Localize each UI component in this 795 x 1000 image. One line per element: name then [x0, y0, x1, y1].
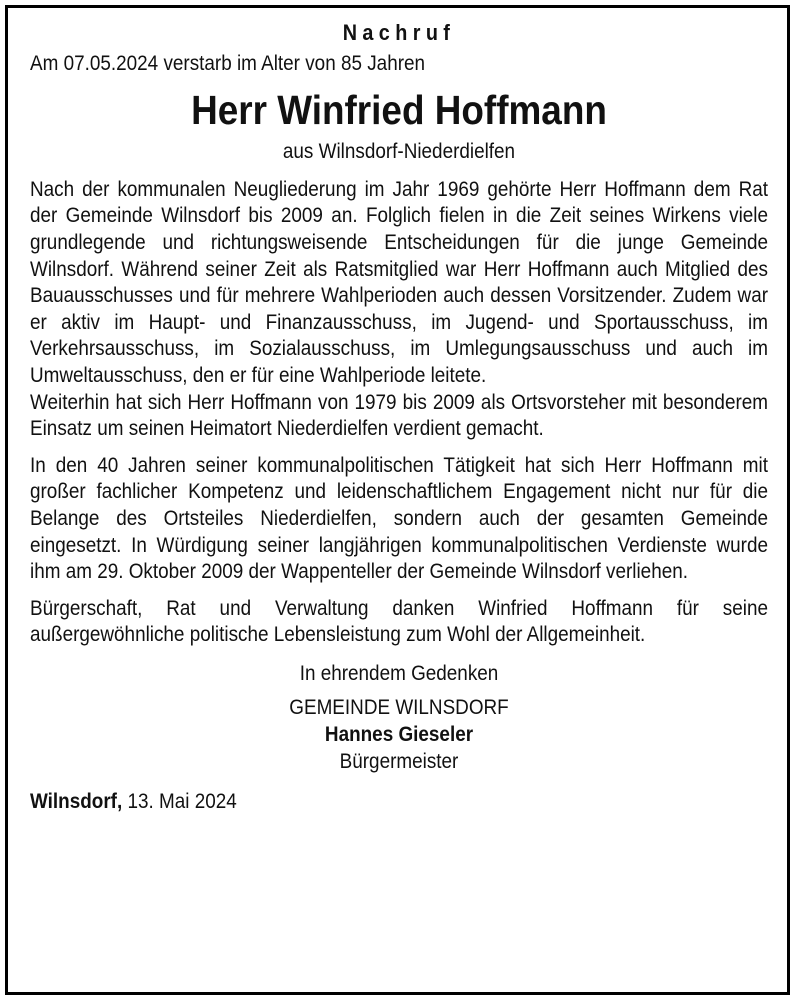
signer-title: Bürgermeister: [339, 749, 459, 773]
organization-name: GEMEINDE WILNSDORF: [289, 696, 509, 720]
body-paragraph-2: Weiterhin hat sich Herr Hoffmann von 1979 bis 2009 als Ortsvorsteher mit besonderem Einsatz um seinen Heimatort Niederdielfen verdient gemacht.: [30, 390, 768, 441]
memorial-line: In ehrendem Gedenken: [299, 661, 499, 685]
signer-name: Hannes Gieseler: [324, 723, 474, 747]
notice-heading: Nachruf: [342, 20, 456, 45]
body-paragraph-4: Bürgerschaft, Rat und Verwaltung danken Winfried Hoffmann für seine außergewöhnliche politische Lebensleistung zum Wohl der Allgemeinheit.: [30, 596, 768, 647]
body-paragraph-3: In den 40 Jahren seiner kommunalpolitischen Tätigkeit hat sich Herr Hoffmann mit großer fachlicher Kompetenz und leidenschaftlichem Engagement nicht nur für die Belange des Ortsteiles Niederdielfen, sondern auch der gesamten Gemeinde eingesetzt. In Würdigung seiner langjährigen kommunalpolitischen Verdienste wurde ihm am 29. Oktober 2009 der Wappenteller der Gemeinde Wilnsdorf verliehen.: [30, 453, 768, 584]
dateline-date: 13. Mai 2024: [127, 790, 237, 814]
deceased-origin: aus Wilnsdorf-Niederdielfen: [282, 140, 516, 164]
notice-intro: Am 07.05.2024 verstarb im Alter von 85 Jahren: [30, 51, 426, 75]
obituary-notice: [30, 20, 768, 816]
dateline: [30, 789, 768, 816]
deceased-name: Herr Winfried Hoffmann: [191, 87, 607, 134]
dateline-place: Wilnsdorf,: [30, 790, 123, 814]
body-paragraph-1: Nach der kommunalen Neugliederung im Jahr 1969 gehörte Herr Hoffmann dem Rat der Gemeinde Wilnsdorf bis 2009 an. Folglich fielen in die Zeit seines Wirkens viele grundlegende und richtungsweisende Entscheidungen für die junge Gemeinde Wilnsdorf. Während seiner Zeit als Ratsmitglied war Herr Hoffmann auch Mitglied des Bauausschusses und für mehrere Wahlperioden auch dessen Vorsitzender. Zudem war er aktiv im Haupt- und Finanzausschuss, im Jugend- und Sportausschuss, im Verkehrsausschuss, im Sozialausschuss, im Umlegungsausschuss und auch im Umweltausschuss, den er für eine Wahlperiode leitete.: [30, 177, 768, 387]
